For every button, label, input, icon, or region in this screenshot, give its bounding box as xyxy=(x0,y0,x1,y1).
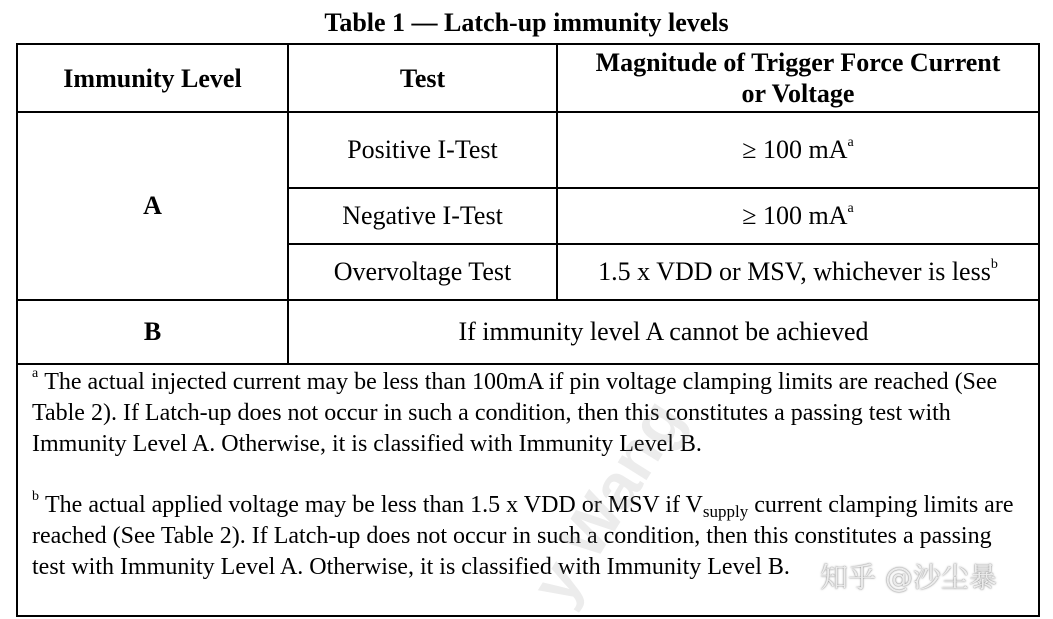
footnote-ref: b xyxy=(990,257,998,272)
zhihu-watermark: 知乎 @沙尘暴 xyxy=(820,561,997,594)
footnote-a xyxy=(32,367,1028,460)
test-cell: Negative I-Test xyxy=(288,188,557,244)
footnote-marker: a xyxy=(32,366,39,381)
header-magnitude-line2: or Voltage xyxy=(741,79,855,108)
table-caption: Table 1 — Latch-up immunity levels xyxy=(324,8,729,37)
table-row xyxy=(17,300,1039,364)
footnote-ref: a xyxy=(847,201,854,216)
header-magnitude-line1: Magnitude of Trigger Force Current xyxy=(595,48,1001,77)
test-cell: Overvoltage Test xyxy=(288,244,557,300)
footnote-ref: a xyxy=(847,135,854,150)
test-cell: Positive I-Test xyxy=(288,112,557,188)
header-magnitude xyxy=(557,44,1039,112)
header-test: Test xyxy=(288,44,557,112)
magnitude-cell xyxy=(557,188,1039,244)
magnitude-text: ≥ 100 mA xyxy=(742,135,848,164)
footnote-marker: b xyxy=(32,489,39,504)
notes-row xyxy=(17,364,1039,616)
magnitude-cell xyxy=(557,244,1039,300)
header-row xyxy=(17,44,1039,112)
header-immunity-level: Immunity Level xyxy=(17,44,288,112)
level-b-condition: If immunity level A cannot be achieved xyxy=(288,300,1039,364)
author-watermark: y Wang xyxy=(517,386,698,617)
table-row xyxy=(17,112,1039,188)
magnitude-text: ≥ 100 mA xyxy=(742,201,848,230)
footnote-b-text-before: The actual applied voltage may be less than 1.5 x VDD or MSV if V xyxy=(45,492,703,518)
footnote-b xyxy=(32,490,1028,583)
magnitude-cell xyxy=(557,112,1039,188)
latch-up-immunity-table xyxy=(16,43,1040,617)
footnotes-cell xyxy=(17,364,1039,616)
footnote-a-text: The actual injected current may be less than 100mA if pin voltage clamping limits are reached (See Table 2). If Latch-up does not occur in such a condition, then this constitutes a passing test with Immunity Level A. Otherwise, it is classified with Immunity Level B. xyxy=(32,369,998,457)
level-a-cell: A xyxy=(17,112,288,300)
footnote-b-text-after: current clamping limits are reached (See Table 2). If Latch-up does not occur in such a condition, then this constitutes a passing test with Immunity Level A. Otherwise, it is classified with Immunity Level B. xyxy=(32,492,1014,580)
level-b-cell: B xyxy=(17,300,288,364)
magnitude-text: 1.5 x VDD or MSV, whichever is less xyxy=(598,257,991,286)
footnote-b-subscript: supply xyxy=(702,502,749,521)
